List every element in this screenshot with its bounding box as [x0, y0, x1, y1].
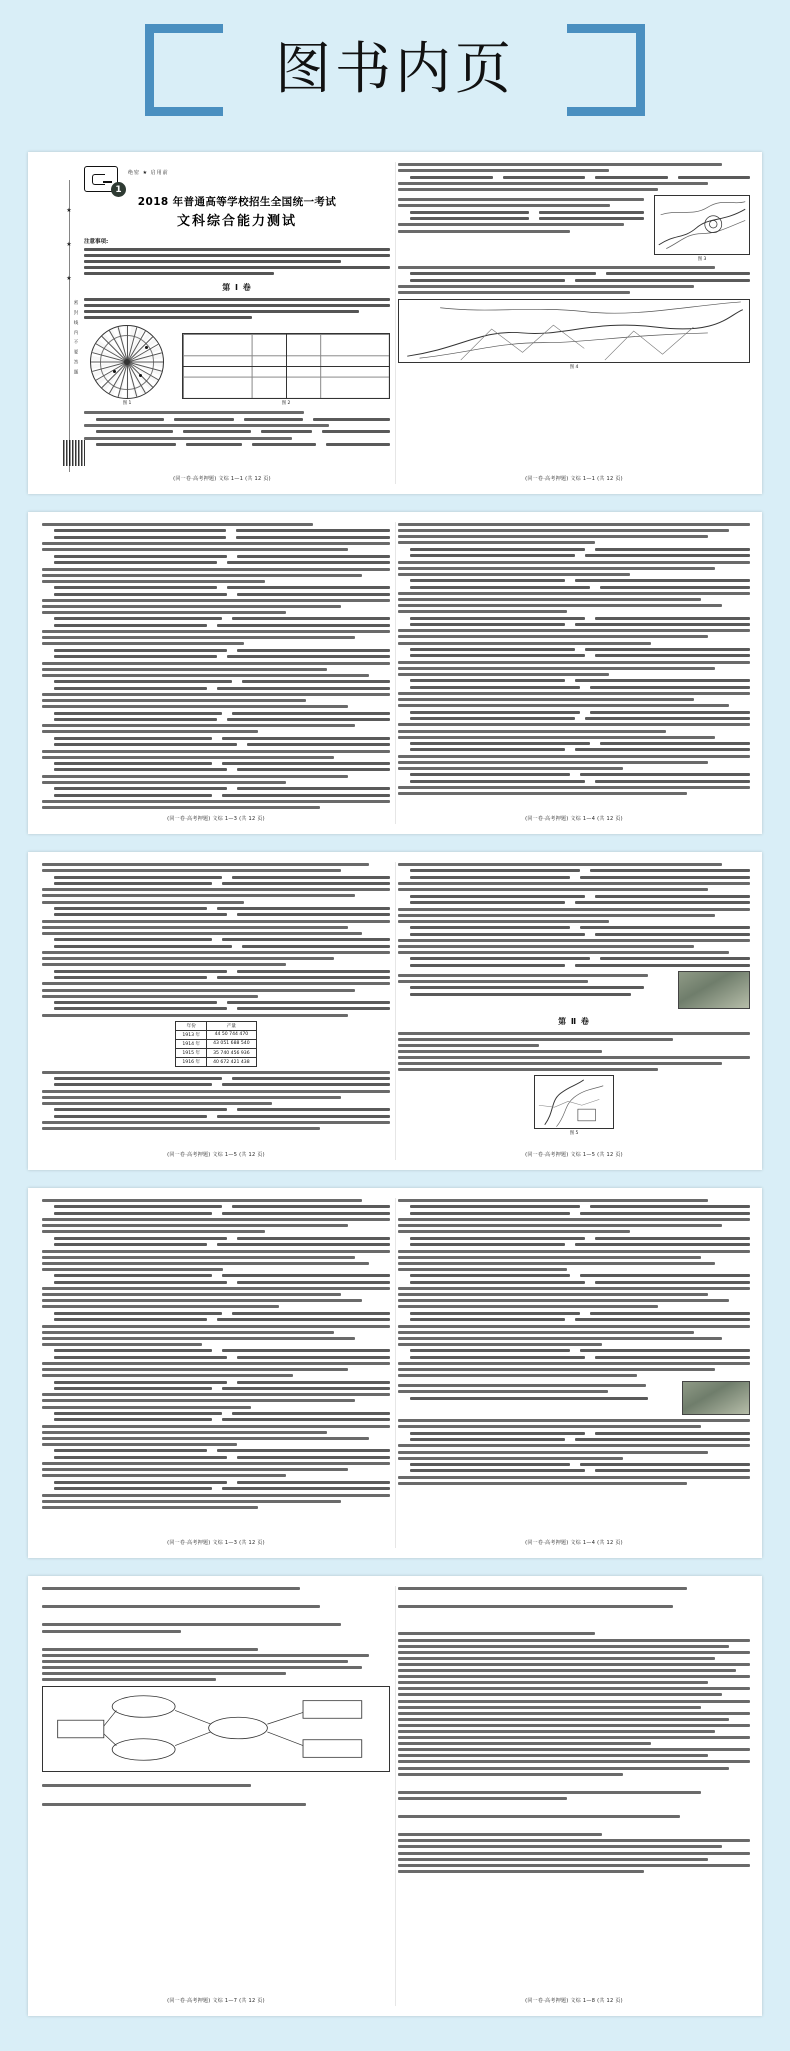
exam-title-line-2: 文科综合能力测试 [176, 213, 297, 229]
sheet-4-right-questions [398, 1199, 750, 1485]
q36-block [398, 1050, 750, 1071]
seal-star-3: ★ [66, 276, 72, 282]
notice-heading: 注意事项: [84, 238, 109, 245]
bracket-corner-bottom-left [145, 38, 223, 116]
barcode-image [63, 440, 85, 466]
figure-1-caption: 图 1 [122, 401, 132, 407]
banner-title: 图书内页 [265, 42, 525, 98]
table-row [176, 1039, 256, 1048]
seal-star-2: ★ [66, 242, 72, 248]
sheet-1-left-page [54, 160, 390, 486]
figure-gridmap-wrap [182, 333, 390, 406]
sheet-fold-divider [395, 162, 396, 484]
table-cell-value: 43 051 688 540 [207, 1039, 257, 1048]
sheet-5-right-subquestions [398, 1587, 750, 1873]
bracket-corner-bottom-right [567, 38, 645, 116]
sheet-2-left-questions [42, 523, 390, 809]
exam-sheet-5[interactable] [28, 1576, 762, 2016]
sheet-2-right-questions [398, 523, 750, 795]
sheet-3-left-questions [42, 863, 390, 1130]
statistics-table [175, 1021, 256, 1068]
table-cell-year: 1914 年 [176, 1039, 207, 1048]
landform-sketch [398, 299, 750, 363]
sheet-2-right-footer: (同一卷·高考押题) 文综 1—4 (共 12 页) [525, 816, 623, 822]
compass-rose-diagram [90, 325, 164, 399]
sheet-3-right-questions [398, 863, 750, 1136]
sheet-3-fold-divider [395, 862, 396, 1160]
exam-sheet-1[interactable] [28, 152, 762, 494]
section-2-instruction [398, 1032, 750, 1047]
table-row [176, 1030, 256, 1039]
sheet-5-fold-divider [395, 1586, 396, 2006]
seal-line-strip [60, 180, 78, 472]
sheet-5-left-page [42, 1584, 390, 2008]
sheet-5-left-footer: (同一卷·高考押题) 文综 1—7 (共 12 页) [167, 1998, 265, 2004]
sheet-5-left-subquestions [42, 1587, 390, 1818]
exam-title-line-1: 2018 年普通高等学校招生全国统一考试 [137, 196, 337, 208]
sheet-number-badge: 1 [111, 182, 126, 197]
table-header-cell: 产量 [207, 1021, 257, 1030]
table-cell-value: 35 740 456 936 [207, 1049, 257, 1058]
bracket-frame [145, 24, 645, 116]
figure-4-caption: 图 4 [569, 365, 579, 371]
table-cell-value: 40 672 421 438 [207, 1058, 257, 1067]
sheet-3-left-page [42, 860, 390, 1162]
sheet-4-fold-divider [395, 1198, 396, 1548]
region-map-figure [534, 1075, 614, 1129]
history-cartoon-image [682, 1381, 750, 1415]
section-2-heading: 第 Ⅱ 卷 [558, 1016, 590, 1026]
figure-2-caption: 图 2 [281, 401, 291, 407]
sheet-2-left-page [42, 520, 390, 826]
page-header-banner [0, 0, 790, 140]
sheet-4-right-page [398, 1196, 750, 1550]
figure-3-wrap [654, 195, 750, 262]
sheet-2-left-footer: (同一卷·高考押题) 文综 1—3 (共 12 页) [167, 816, 265, 822]
seal-vertical-text: 密 封 线 内 不 要 答 题 [73, 300, 78, 377]
right-question-stream-top [398, 163, 750, 191]
eco-agriculture-flow-diagram [42, 1686, 390, 1772]
question-block-1 [84, 411, 390, 446]
figure-compass-wrap [84, 325, 170, 406]
right-text-col [398, 195, 644, 262]
notice-list [84, 248, 390, 275]
section-1-heading: 第 Ⅰ 卷 [222, 283, 252, 292]
table-row [176, 1049, 256, 1058]
seal-star-1: ★ [66, 208, 72, 214]
grid-map-diagram [182, 333, 390, 399]
figure-5-caption: 图 5 [569, 1131, 579, 1137]
exam-sheet-4[interactable] [28, 1188, 762, 1558]
table-row [176, 1058, 256, 1067]
section-1-instruction [84, 298, 390, 319]
table-header-cell: 年份 [176, 1021, 207, 1030]
table-header-row [176, 1021, 256, 1030]
sheet-3-right-page [398, 860, 750, 1162]
sheet-2-right-page [398, 520, 750, 826]
exam-sheet-2[interactable] [28, 512, 762, 834]
sheet-4-left-questions [42, 1199, 390, 1509]
table-cell-value: 44 50 744 470 [207, 1030, 257, 1039]
sheet-5-right-page [398, 1584, 750, 2008]
secrecy-mark: 绝密 ★ 启用前 [128, 170, 169, 176]
sheet-5-right-footer: (同一卷·高考押题) 文综 1—8 (共 12 页) [525, 1998, 623, 2004]
river-terrain-sketch [654, 195, 750, 255]
sheet-1-right-page [398, 160, 750, 486]
sheet-4-left-page [42, 1196, 390, 1550]
exam-seal-icon [84, 166, 122, 195]
table-cell-year: 1915 年 [176, 1049, 207, 1058]
sheet-3-left-footer: (同一卷·高考押题) 文综 1—5 (共 12 页) [167, 1152, 265, 1158]
sheet-2-fold-divider [395, 522, 396, 824]
exam-sheet-3[interactable] [28, 852, 762, 1170]
sheet-1-left-footer: (同一卷·高考押题) 文综 1—1 (共 12 页) [173, 476, 271, 482]
sheet-1-right-footer: (同一卷·高考押题) 文综 1—1 (共 12 页) [525, 476, 623, 482]
table-cell-year: 1913 年 [176, 1030, 207, 1039]
figure-3-caption: 图 3 [697, 257, 707, 263]
political-cartoon-image [678, 971, 750, 1009]
sheet-4-right-footer: (同一卷·高考押题) 文综 1—4 (共 12 页) [525, 1540, 623, 1546]
sheet-4-left-footer: (同一卷·高考押题) 文综 1—3 (共 12 页) [167, 1540, 265, 1546]
right-question-stream-mid [398, 266, 750, 294]
sheet-3-right-footer: (同一卷·高考押题) 文综 1—5 (共 12 页) [525, 1152, 623, 1158]
table-cell-year: 1916 年 [176, 1058, 207, 1067]
